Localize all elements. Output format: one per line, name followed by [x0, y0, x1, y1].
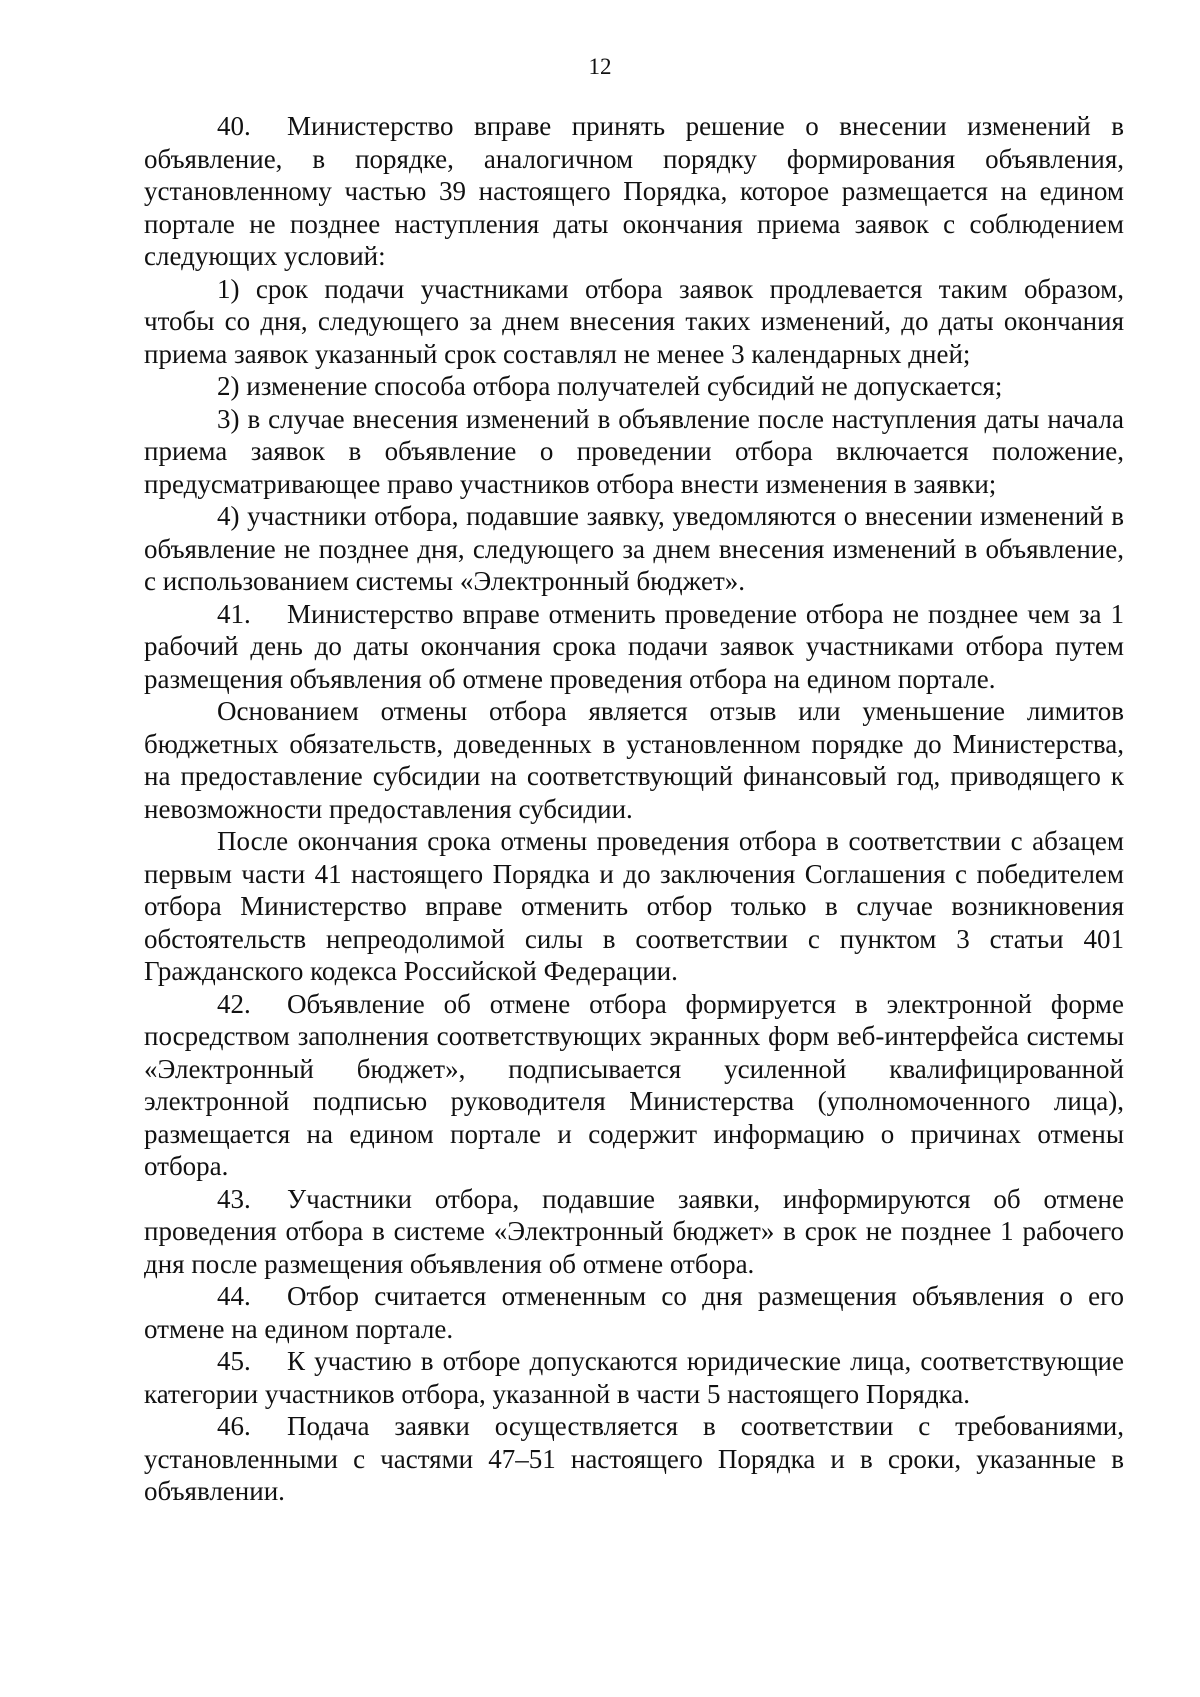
paragraph-text: Отбор считается отмененным со дня размещения объявления о его отмене на едином портале. — [144, 1281, 1124, 1344]
paragraph-number: 45. — [217, 1346, 251, 1376]
paragraph-text: Министерство вправе отменить проведение отбора не позднее чем за 1 рабочий день до даты окончания срока подачи заявок участниками отбора путем размещения объявления об отмене проведения отбора на едином портале. — [144, 598, 1124, 694]
paragraph-number: 44. — [217, 1281, 251, 1311]
paragraph-text: Объявление об отмене отбора формируется в электронной форме посредством заполнения соответствующих экранных форм веб-интерфейса системы «Электронный бюджет», подписывается усиленной квалифицированной электронной подписью руководителя Министерства (уполномоченного лица), размещается на едином портале и содержит информацию о причинах отмены отбора. — [144, 988, 1124, 1181]
paragraph-42 — [144, 988, 1124, 1183]
paragraph-number: 42. — [217, 988, 251, 1019]
paragraph-44 — [144, 1280, 1124, 1345]
paragraph-43 — [144, 1183, 1124, 1281]
paragraph-45 — [144, 1345, 1124, 1410]
page-number: 12 — [588, 54, 612, 79]
paragraph-number: 46. — [217, 1411, 251, 1441]
paragraph-text: К участию в отборе допускаются юридические лица, соответствующие категории участников отбора, указанной в части 5 настоящего Порядка. — [144, 1346, 1124, 1409]
paragraph-40 — [144, 110, 1124, 273]
paragraph-41-part-2 — [144, 695, 1124, 825]
paragraph-text: После окончания срока отмены проведения отбора в соответствии с абзацем первым части 41 настоящего Порядка и до заключения Соглашения с победителем отбора Министерство вправе отменить отбор только в случае возникновения обстоятельств непреодолимой силы в соответствии с пунктом 3 статьи 401 Гражданского кодекса Российской Федерации. — [144, 826, 1124, 986]
paragraph-40-item-4 — [144, 500, 1124, 598]
paragraph-41 — [144, 598, 1124, 696]
paragraph-text: Участники отбора, подавшие заявки, информируются об отмене проведения отбора в системе «Электронный бюджет» в срок не позднее 1 рабочего дня после размещения объявления об отмене отбора. — [144, 1183, 1124, 1279]
paragraph-40-item-3 — [144, 403, 1124, 501]
paragraph-46 — [144, 1410, 1124, 1508]
paragraph-text: Министерство вправе принять решение о внесении изменений в объявление, в порядке, аналогичном порядку формирования объявления, установленному частью 39 настоящего Порядка, которое размещается на едином портале не позднее наступления даты окончания приема заявок с соблюдением следующих условий: — [144, 111, 1124, 271]
paragraph-40-item-1 — [144, 273, 1124, 371]
paragraph-text: 2) изменение способа отбора получателей субсидий не допускается; — [217, 371, 1003, 401]
paragraph-text: 4) участники отбора, подавшие заявку, уведомляются о внесении изменений в объявление не позднее дня, следующего за днем внесения изменений в объявление, с использованием системы «Электронный бюджет». — [144, 501, 1124, 596]
paragraph-text: 3) в случае внесения изменений в объявление после наступления даты начала приема заявок в объявление о проведении отбора включается положение, предусматривающее право участников отбора внести изменения в заявки; — [144, 403, 1124, 499]
paragraph-number: 41. — [217, 598, 251, 629]
paragraph-text: 1) срок подачи участниками отбора заявок продлевается таким образом, чтобы со дня, следующего за днем внесения таких изменений, до даты окончания приема заявок указанный срок составлял не менее 3 календарных дней; — [144, 273, 1124, 369]
paragraph-number: 40. — [217, 111, 251, 141]
paragraph-text: Подача заявки осуществляется в соответствии с требованиями, установленными с частями 47–51 настоящего Порядка и в сроки, указанные в объявлении. — [144, 1411, 1124, 1506]
paragraph-text: Основанием отмены отбора является отзыв или уменьшение лимитов бюджетных обязательств, доведенных в установленном порядке до Министерства, на предоставление субсидии на соответствующий финансовый год, приводящего к невозможности предоставления субсидии. — [144, 696, 1124, 824]
document-body — [144, 110, 1124, 1508]
paragraph-40-item-2 — [144, 370, 1124, 403]
paragraph-41-part-3 — [144, 825, 1124, 988]
paragraph-number: 43. — [217, 1183, 251, 1214]
